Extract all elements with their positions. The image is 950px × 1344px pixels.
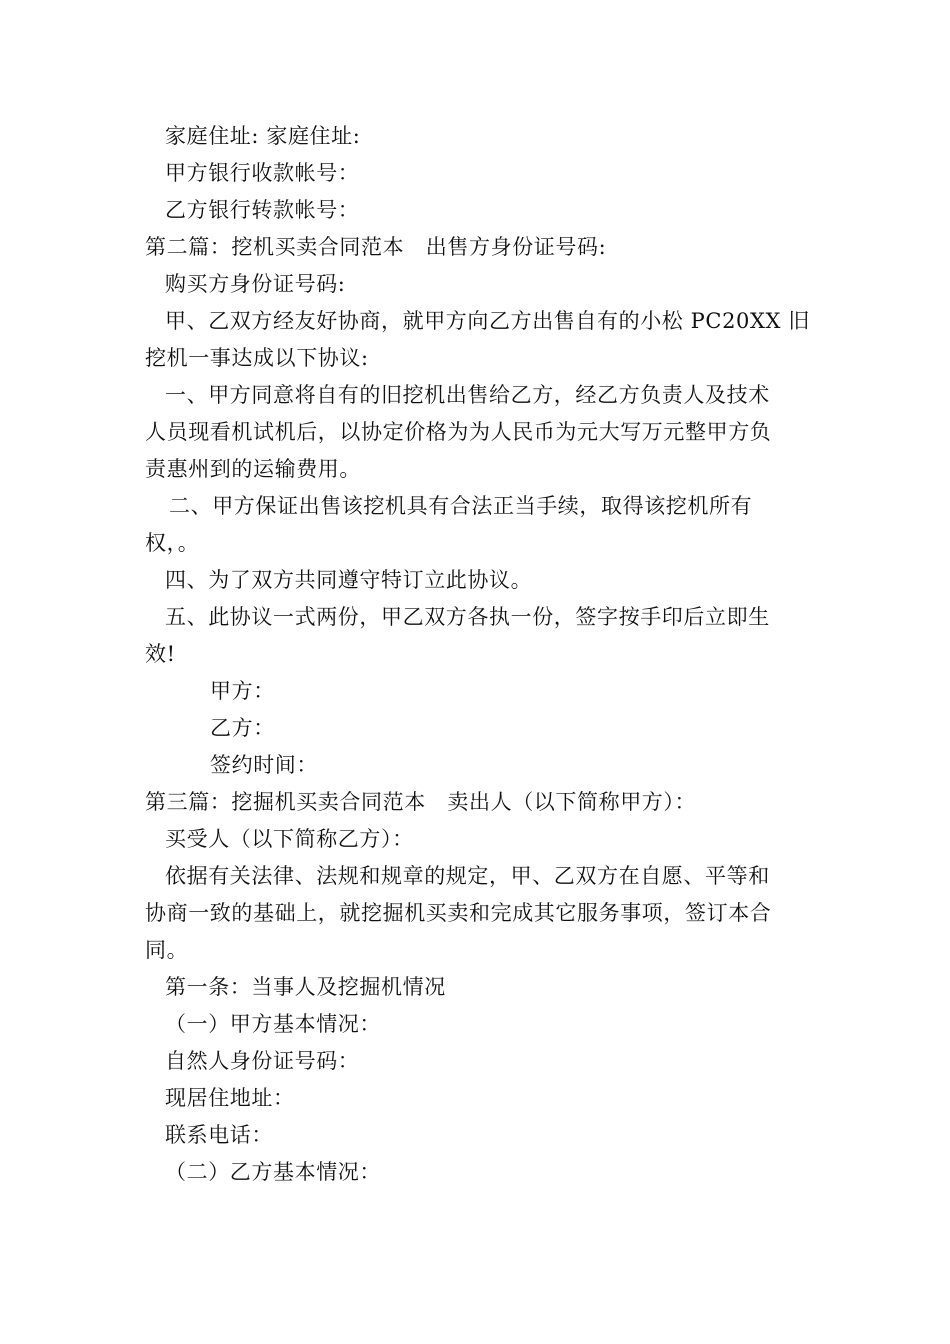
legal-basis-line-3: 同。 [145,938,189,962]
clause-2-line-1: 二、甲方保证出售该挖机具有合法正当手续，取得该挖机所有 [169,494,753,518]
signature-date: 签约时间： [210,753,318,777]
clause-5-line-2: 效! [145,642,176,666]
clause-1-line-1: 一、甲方同意将自有的旧挖机出售给乙方，经乙方负责人及技术 [165,383,770,407]
party-b-bank-account-line: 乙方银行转款帐号： [165,198,360,222]
signature-party-a: 甲方： [210,679,275,703]
signature-party-b: 乙方： [210,716,275,740]
clause-1-line-2: 人员现看机试机后，以协定价格为为人民币为元大写万元整甲方负 [145,420,772,444]
legal-basis-line-2: 协商一致的基础上，就挖掘机买卖和完成其它服务事项，签订本合 [145,901,772,925]
clause-5-line-1: 五、此协议一式两份，甲乙双方各执一份，签字按手印后立即生 [165,605,770,629]
clause-4-line: 四、为了双方共同遵守特订立此协议。 [165,568,533,592]
current-address-line: 现居住地址： [165,1086,295,1110]
agreement-intro-line-2: 挖机一事达成以下协议: [145,346,369,370]
home-address-line: 家庭住址: 家庭住址: [165,124,361,148]
section-2-heading: 第二篇：挖机买卖合同范本 出售方身份证号码: [145,235,607,259]
buyer-line: 买受人（以下简称乙方）： [165,827,414,851]
clause-2-line-2: 权，。 [145,531,200,555]
buyer-id-line: 购买方身份证号码: [165,272,346,296]
party-a-bank-account-line: 甲方银行收款帐号： [165,161,360,185]
party-b-basic-info-heading: （二）乙方基本情况： [165,1160,381,1184]
document-body [145,118,810,1191]
party-a-basic-info-heading: （一）甲方基本情况： [165,1012,381,1036]
natural-person-id-line: 自然人身份证号码： [165,1049,360,1073]
legal-basis-line-1: 依据有关法律、法规和规章的规定，甲、乙双方在自愿、平等和 [165,864,770,888]
section-3-heading: 第三篇：挖掘机买卖合同范本 卖出人（以下简称甲方）： [145,790,697,814]
phone-line: 联系电话： [165,1123,273,1147]
clause-1-line-3: 责惠州到的运输费用。 [145,457,361,481]
article-1-heading: 第一条：当事人及挖掘机情况 [165,975,446,999]
agreement-intro-line-1: 甲、乙双方经友好协商，就甲方向乙方出售自有的小松 PC20XX 旧 [165,309,810,333]
